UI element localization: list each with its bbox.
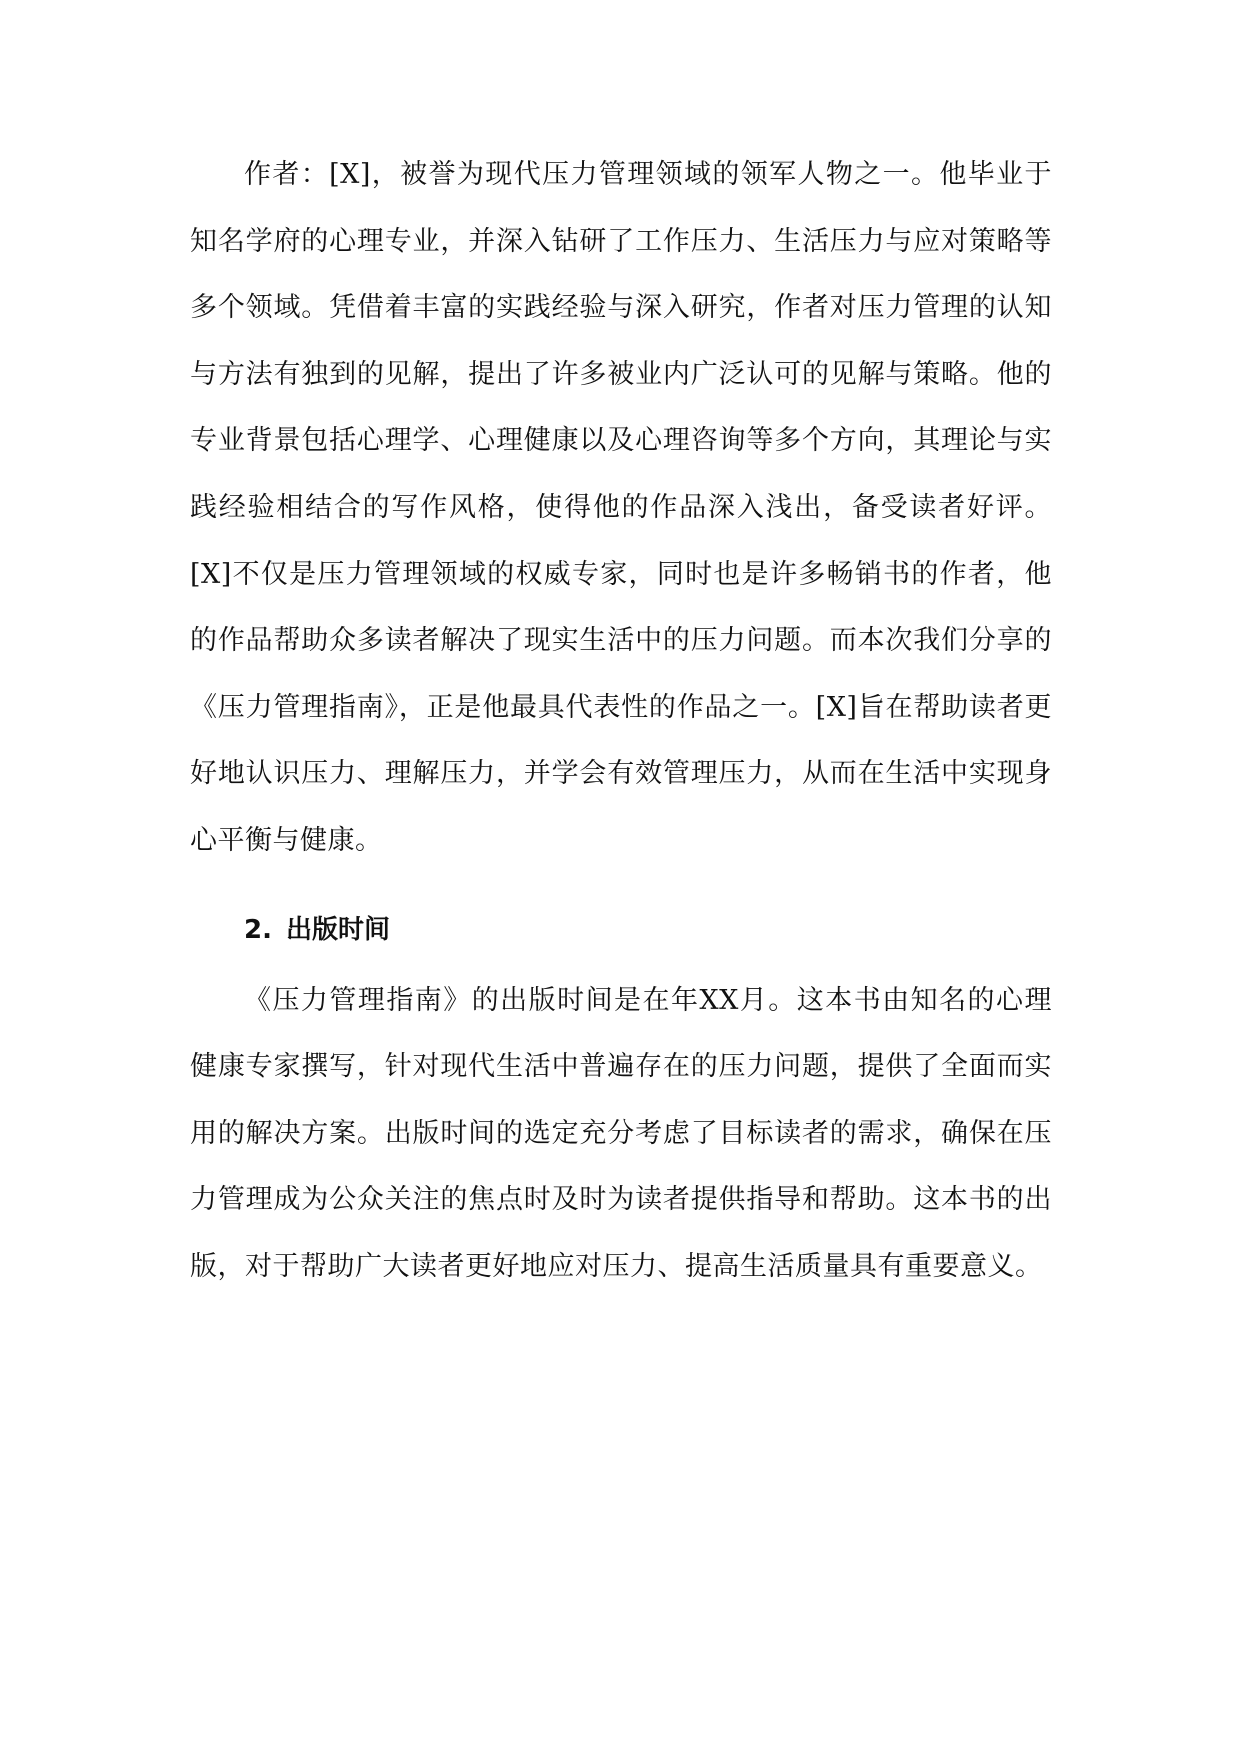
document-body: [190, 142, 1052, 1301]
section-heading: [190, 897, 1052, 963]
author-paragraph: 作者：[X]，被誉为现代压力管理领域的领军人物之一。他毕业于知名学府的心理专业，并深入钻研了工作压力、生活压力与应对策略等多个领域。凭借着丰富的实践经验与深入研究，作者对压力管理的认知与方法有独到的见解，提出了许多被业内广泛认可的见解与策略。他的专业背景包括心理学、心理健康以及心理咨询等多个方向，其理论与实践经验相结合的写作风格，使得他的作品深入浅出，备受读者好评。[X]不仅是压力管理领域的权威专家，同时也是许多畅销书的作者，他的作品帮助众多读者解决了现实生活中的压力问题。而本次我们分享的《压力管理指南》，正是他最具代表性的作品之一。[X]旨在帮助读者更好地认识压力、理解压力，并学会有效管理压力，从而在生活中实现身心平衡与健康。: [190, 159, 1052, 856]
section-number: 2.: [244, 914, 272, 945]
section-title: 出版时间: [285, 914, 390, 945]
publication-paragraph: 《压力管理指南》的出版时间是在年XX月。这本书由知名的心理健康专家撰写，针对现代生活中普遍存在的压力问题，提供了全面而实用的解决方案。出版时间的选定充分考虑了目标读者的需求，确保在压力管理成为公众关注的焦点时及时为读者提供指导和帮助。这本书的出版，对于帮助广大读者更好地应对压力、提高生活质量具有重要意义。: [190, 984, 1052, 1282]
